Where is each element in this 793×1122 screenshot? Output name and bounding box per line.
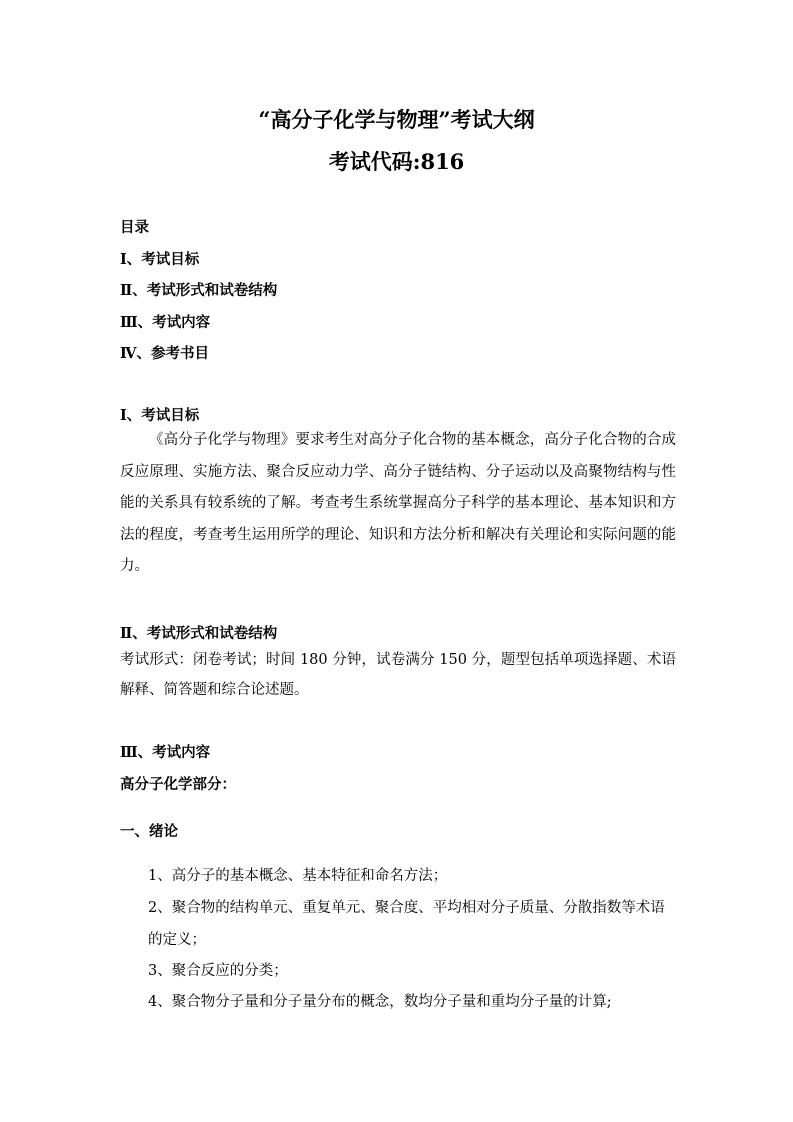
document-title: “高分子化学与物理”考试大纲 — [258, 107, 535, 132]
section2-heading: Ⅱ、考试形式和试卷结构 — [120, 625, 278, 642]
list-item: 4、聚合物分子量和分子量分布的概念，数均分子量和重均分子量的计算; — [148, 994, 612, 1010]
toc-item-4: Ⅳ、参考书目 — [120, 345, 209, 362]
toc-item-3: Ⅲ、考试内容 — [120, 314, 211, 331]
toc-heading: 目录 — [120, 219, 149, 236]
section3-heading: Ⅲ、考试内容 — [120, 744, 211, 761]
section2-body: 考试形式：闭卷考试；时间 180 分钟，试卷满分 150 分，题型包括单项选择题、术语解释、简答题和综合论述题。 — [120, 652, 676, 698]
exam-code: 考试代码:816 — [328, 149, 465, 174]
list-item: 3、聚合反应的分类； — [148, 963, 288, 979]
list-item: 2、聚合物的结构单元、重复单元、聚合度、平均相对分子质量、分散指数等术语的定义； — [148, 900, 665, 948]
section3-chapter: 一、绪论 — [120, 823, 178, 840]
section1-heading: Ⅰ、考试目标 — [120, 407, 200, 424]
list-item: 1、高分子的基本概念、基本特征和命名方法； — [148, 868, 448, 884]
section3-part: 高分子化学部分： — [120, 776, 236, 793]
toc-item-1: Ⅰ、考试目标 — [120, 251, 200, 268]
toc-item-2: Ⅱ、考试形式和试卷结构 — [120, 282, 278, 299]
section1-body: 《高分子化学与物理》要求考生对高分子化合物的基本概念，高分子化合物的合成反应原理、实施方法、聚合反应动力学、高分子链结构、分子运动以及高聚物结构与性能的关系具有较系统的了解。考查考生系统掌握高分子科学的基本理论、基本知识和方法的程度，考查考生运用所学的理论、知识和方法分析和解决有关理论和实际问题的能力。 — [120, 432, 676, 574]
